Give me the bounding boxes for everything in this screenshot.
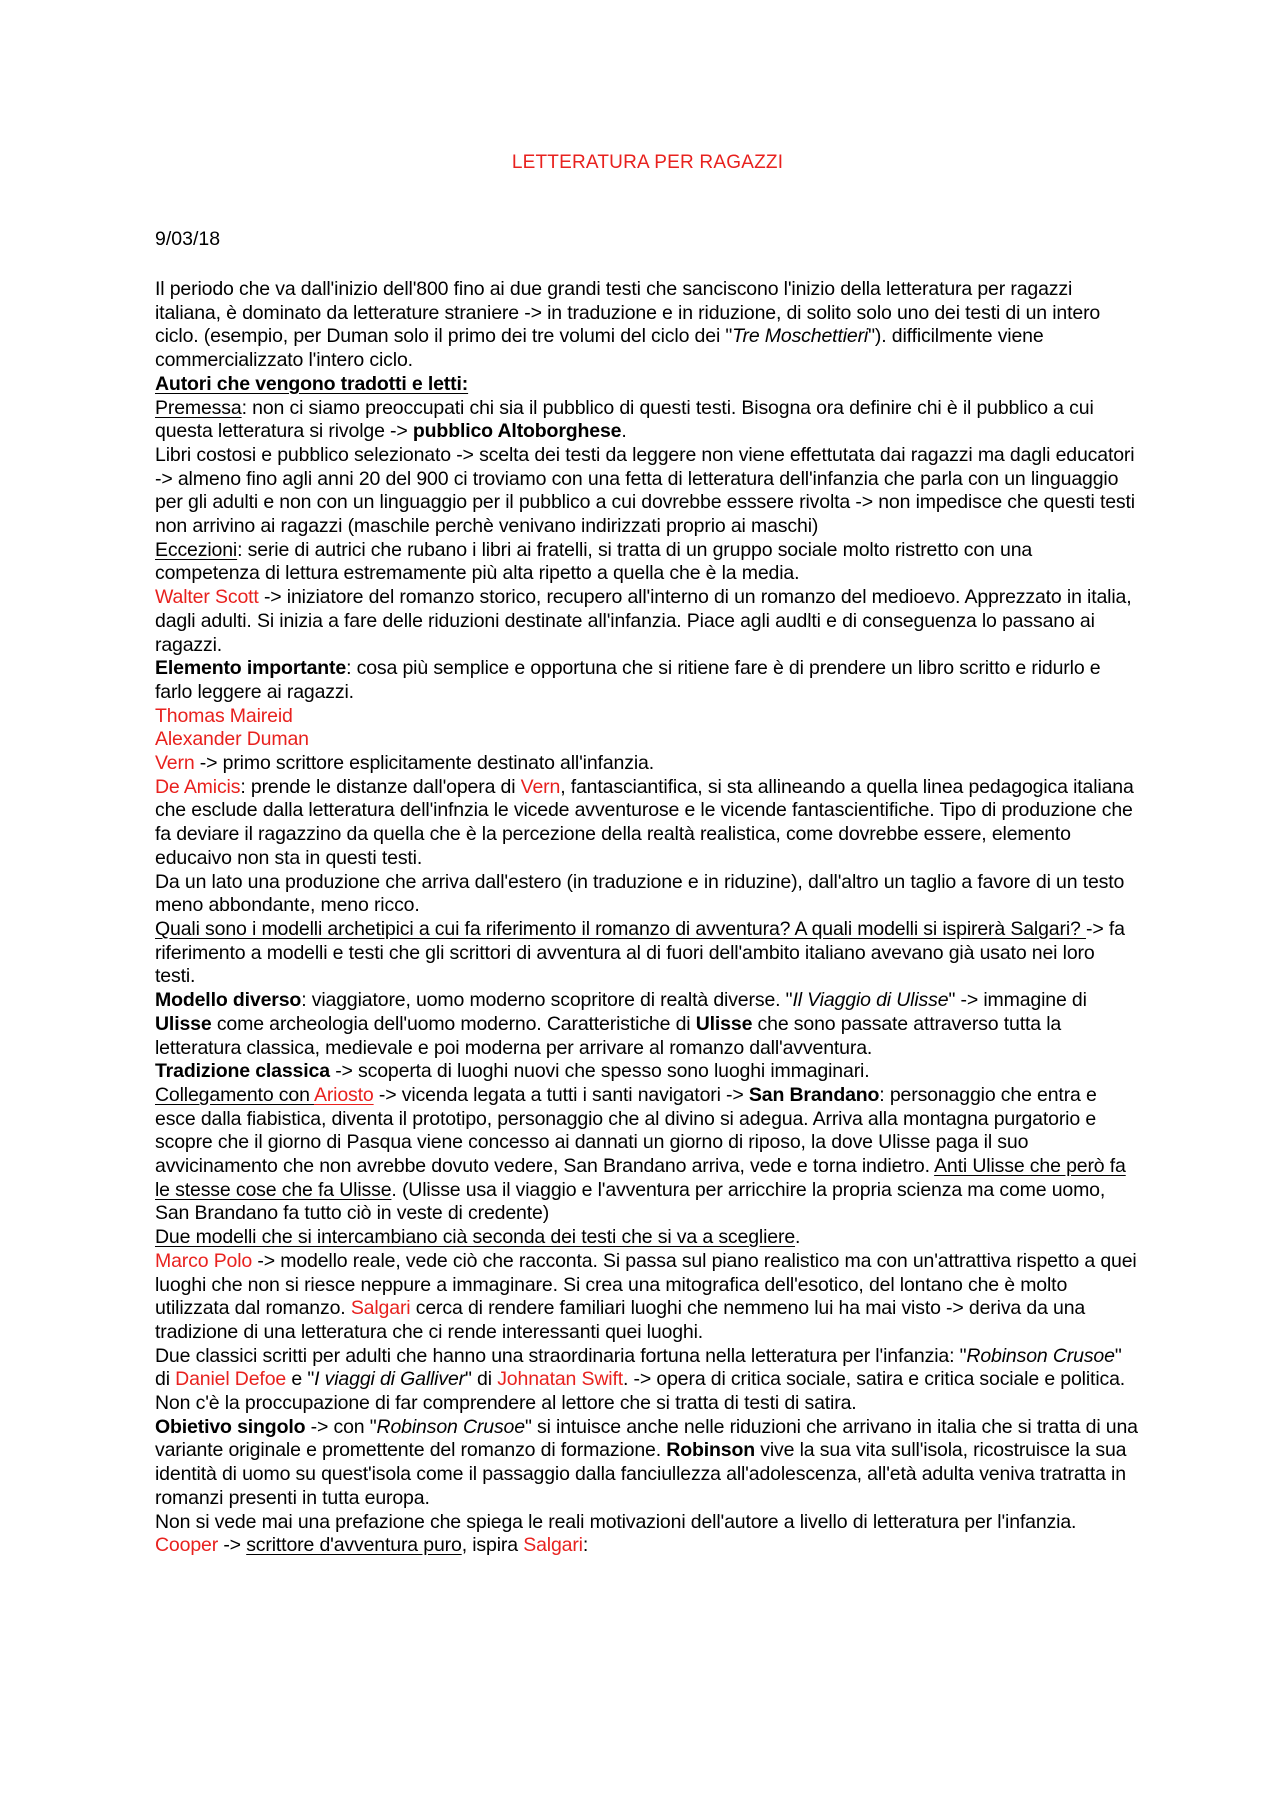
- paragraph-eccezioni: Eccezioni: serie di autrici che rubano i libri ai fratelli, si tratta di un gruppo sociale molto ristretto con una competenza di lettura estremamente più alta ripetto a quella che è la media.: [155, 538, 1033, 585]
- paragraph-modello-diverso: Modello diverso: viaggiatore, uomo moderno scopritore di realtà diverse. "Il Viaggio di Ulisse" -> immagine di Ulisse come archeologia dell'uomo moderno. Caratteristiche di Ulisse che sono passate attraverso tutta la letteratura classica, medievale e poi moderna per arrivare al romanzo dall'avventura.: [155, 989, 1087, 1059]
- author-duman: Alexander Duman: [155, 728, 309, 751]
- paragraph-premessa: Premessa: non ci siamo preoccupati chi sia il pubblico di questi testi. Bisogna ora definire chi è il pubblico a cui questa letteratura si rivolge -> pubblico Altoborghese.: [155, 396, 1094, 443]
- paragraph-collegamento: Collegamento con Ariosto -> vicenda legata a tutti i santi navigatori -> San Brandano: personaggio che entra e esce dalla fiabistica, diventa il prototipo, personaggio che al divino si adegua. Arriva alla montagna purgatorio e scopre che il giorno di Pasqua viene concesso ai dannati un giorno di riposo, la dove Ulisse paga il suo avvicinamento che non avrebbe dovuto vedere, San Brandano arriva, vede e torna indietro. Anti Ulisse che però fa le stesse cose che fa Ulisse. (Ulisse usa il viaggio e l'avventura per arricchire la propria scienza ma come uomo, San Brandano fa tutto ciò in veste di credente): [155, 1083, 1126, 1225]
- paragraph-walter-scott: Walter Scott -> iniziatore del romanzo storico, recupero all'interno di un romanzo del medioevo. Apprezzato in italia, dagli adulti. Si inizia a fare delle riduzioni destinate all'infanzia. Piace agli audlti e di conseguenza lo passano ai ragazzi.: [155, 586, 1132, 656]
- document-body: [155, 278, 1140, 1558]
- paragraph-due-modelli: Due modelli che si intercambiano cià seconda dei testi che si va a scegliere.: [155, 1226, 801, 1249]
- paragraph-quali-modelli: Quali sono i modelli archetipici a cui fa riferimento il romanzo di avventura? A quali modelli si ispirerà Salgari? -> fa riferimento a modelli e testi che gli scrittori di avventura al di fuori dell'ambito italiano avevano già usato nei loro testi.: [155, 917, 1125, 988]
- paragraph-cooper: Cooper -> scrittore d'avventura puro, ispira Salgari:: [155, 1534, 589, 1557]
- paragraph-libri: Libri costosi e pubblico selezionato -> scelta dei testi da leggere non viene effettutata dai ragazzi ma dagli educatori -> almeno fino agli anni 20 del 900 ci troviamo con una fetta di letteratura dell'infanzia che parla con un linguaggio per gli adulti e non con un linguaggio per il pubblico a cui dovrebbe esssere rivolta -> non impedisce che questi testi non arrivino ai ragazzi (maschile perchè venivano indirizzati proprio ai maschi): [155, 443, 1135, 538]
- paragraph-obiettivo: Obietivo singolo -> con "Robinson Crusoe" si intuisce anche nelle riduzioni che arrivano in italia che si tratta di una variante originale e promettente del romanzo di formazione. Robinson vive la sua vita sull'isola, ricostruisce la sua identità di uomo su quest'isola come il passaggio dalla fanciullezza all'adolescenza, all'età adulta veniva tratratta in romanzi presenti in tutta europa.: [155, 1415, 1138, 1509]
- paragraph-da-un-lato: Da un lato una produzione che arriva dall'estero (in traduzione e in riduzine), dall'altro un taglio a favore di un testo meno abbondante, meno ricco.: [155, 870, 1125, 917]
- paragraph-prefazione: Non si vede mai una prefazione che spiega le reali motivazioni dell'autore a livello di letteratura per l'infanzia.: [155, 1510, 1077, 1533]
- paragraph-classici: Due classici scritti per adulti che hanno una straordinaria fortuna nella letteratura per l'infanzia: "Robinson Crusoe" di Daniel Defoe e "I viaggi di Galliver" di Johnatan Swift. -> opera di critica sociale, satira e critica sociale e politica. Non c'è la proccupazione di far comprendere al lettore che si tratta di testi di satira.: [155, 1344, 1126, 1415]
- document-title: LETTERATURA PER RAGAZZI: [511, 152, 784, 173]
- paragraph-elemento: Elemento importante: cosa più semplice e opportuna che si ritiene fare è di prendere un libro scritto e ridurlo e farlo leggere ai ragazzi.: [155, 657, 1101, 703]
- paragraph-vern: Vern -> primo scrittore esplicitamente destinato all'infanzia.: [155, 752, 654, 775]
- author-maireid: Thomas Maireid: [155, 704, 293, 727]
- document-page: [155, 0, 1140, 1811]
- document-date: 9/03/18: [155, 228, 221, 250]
- paragraph-intro: Il periodo che va dall'inizio dell'800 fino ai due grandi testi che sanciscono l'inizio della letteratura per ragazzi italiana, è dominato da letterature straniere -> in traduzione e in riduzione, di solito solo uno dei testi di un intero ciclo. (esempio, per Duman solo il primo dei tre volumi del ciclo dei "Tre Moschettieri"). difficilmente viene commercializzato l'intero ciclo.: [155, 278, 1101, 372]
- paragraph-tradizione: Tradizione classica -> scoperta di luoghi nuovi che spesso sono luoghi immaginari.: [155, 1060, 870, 1083]
- heading-autori: Autori che vengono tradotti e letti:: [155, 372, 469, 395]
- paragraph-de-amicis: De Amicis: prende le distanze dall'opera di Vern, fantasciantifica, si sta allineando a quella linea pedagogica italiana che esclude dalla letteratura dell'infnzia le vicede avventurose e le vicende fantascientifiche. Tipo di produzione che fa deviare il ragazzino da quella che è la percezione della realtà realistica, come dovrebbe essere, elemento educaivo non sta in questi testi.: [155, 775, 1134, 869]
- paragraph-marco-polo: Marco Polo -> modello reale, vede ciò che racconta. Si passa sul piano realistico ma con un'attrattiva rispetto a quei luoghi che non si riesce neppure a immaginare. Si crea una mitografica dell'esotico, del lontano che è molto utilizzata dal romanzo. Salgari cerca di rendere familiari luoghi che nemmeno lui ha mai visto -> deriva da una tradizione di una letteratura che ci rende interessanti quei luoghi.: [155, 1249, 1137, 1343]
